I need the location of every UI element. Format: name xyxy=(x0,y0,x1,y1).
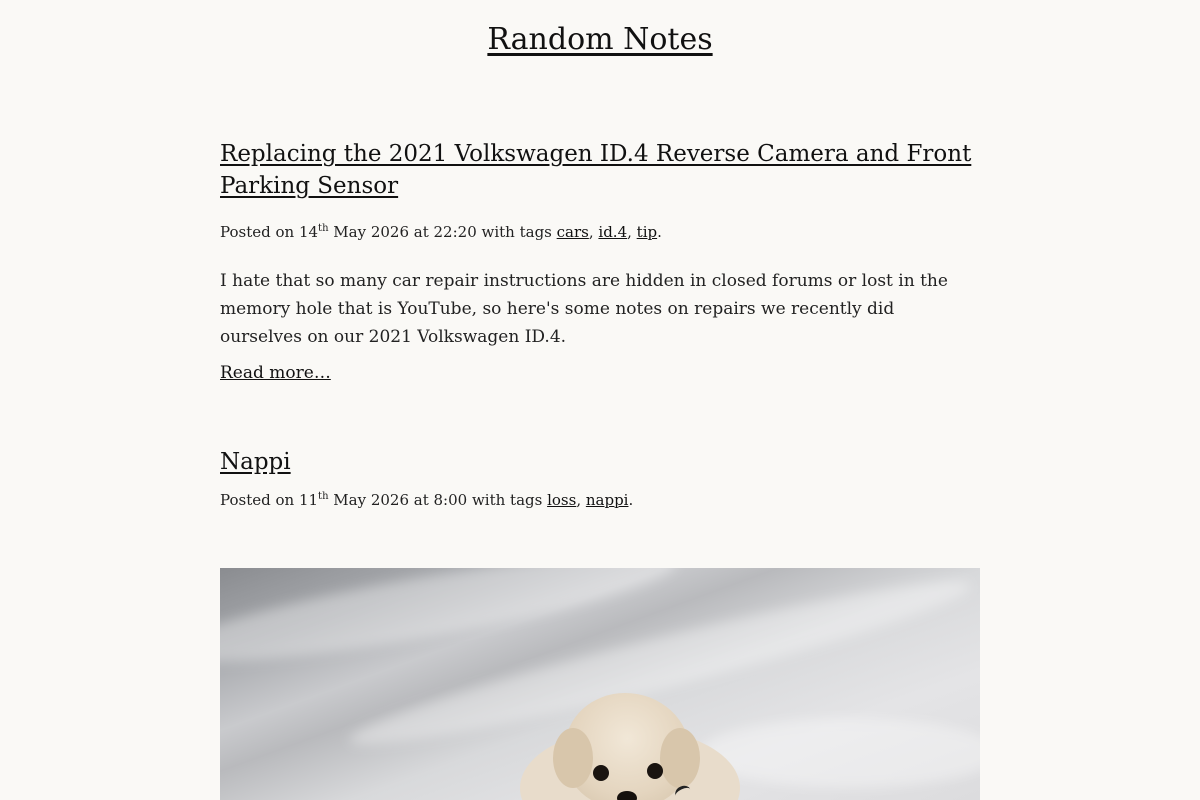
puppy-ear xyxy=(660,728,700,788)
puppy-eye xyxy=(647,763,663,779)
read-more xyxy=(220,361,980,385)
post-date-ordinal: th xyxy=(318,491,329,502)
tag-link-id4[interactable]: id.4 xyxy=(598,223,628,241)
site-title xyxy=(0,20,1200,60)
post-date-prefix: Posted on 14 xyxy=(220,223,319,241)
snow-streak xyxy=(700,718,980,788)
tag-link-loss[interactable]: loss xyxy=(547,491,577,509)
post-meta: Posted on 14th May 2026 at 22:20 with tags cars, id.4, tip. xyxy=(220,223,662,241)
puppy-ear xyxy=(553,728,593,788)
post-title xyxy=(220,138,980,202)
site-title-link[interactable]: Random Notes xyxy=(487,22,713,57)
post-excerpt: I hate that so many car repair instructions are hidden in closed forums or lost in the memory hole that is YouTube, so here's some notes on repairs we recently did ourselves on our 2021 Volkswagen ID.4. xyxy=(220,271,948,347)
post-id4-camera xyxy=(220,138,980,385)
post-date-rest: May 2026 at 8:00 with tags xyxy=(328,491,548,509)
post-date-ordinal: th xyxy=(318,223,329,234)
post-meta: Posted on 11th May 2026 at 8:00 with tags loss, nappi. xyxy=(220,491,634,509)
puppy-photo[interactable] xyxy=(220,568,980,800)
post-nappi xyxy=(220,446,980,510)
puppy-eye xyxy=(593,765,609,781)
tag-link-tip[interactable]: tip xyxy=(636,223,658,241)
puppy-head xyxy=(565,693,690,800)
tag-link-nappi[interactable]: nappi xyxy=(585,491,629,509)
post-title-link[interactable]: Replacing the 2021 Volkswagen ID.4 Reverse Camera and Front Parking Sensor xyxy=(220,141,972,199)
post-date-prefix: Posted on 11 xyxy=(220,491,319,509)
post-title-link[interactable]: Nappi xyxy=(220,449,291,475)
post-date-rest: May 2026 at 22:20 with tags xyxy=(328,223,557,241)
puppy-nose xyxy=(617,791,637,800)
tag-link-cars[interactable]: cars xyxy=(556,223,589,241)
post-title xyxy=(220,446,980,478)
read-more-link[interactable]: Read more… xyxy=(220,363,331,383)
